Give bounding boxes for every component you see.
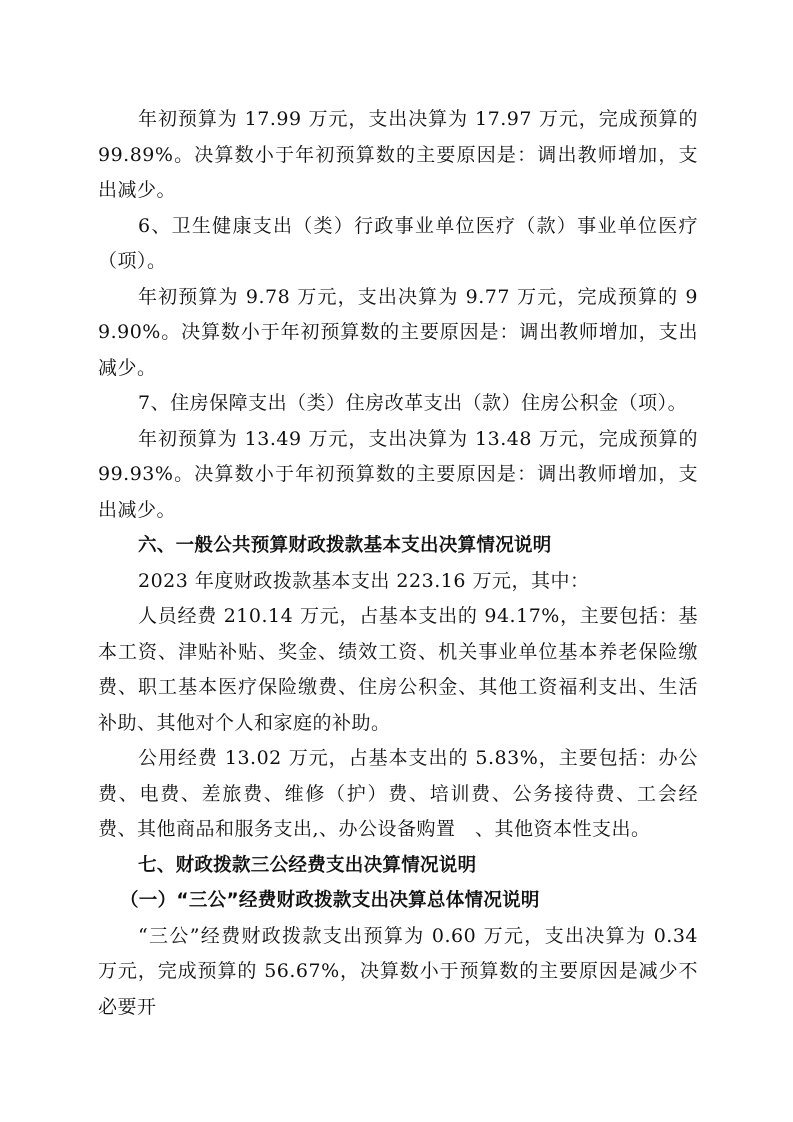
paragraph-personnel-expense: 人员经费 210.14 万元，占基本支出的 94.17%，主要包括：基本工资、津贴补贴、奖金、绩效工资、机关事业单位基本养老保险缴费、职工基本医疗保险缴费、住房公积金、其他工资福利支出、生活补助、其他对个人和家庭的补助。 [98, 605, 698, 734]
section-heading-6: 六、一般公共预算财政拨款基本支出决算情况说明 [138, 535, 552, 556]
paragraph-public-expense: 公用经费 13.02 万元，占基本支出的 5.83%，主要包括：办公费、电费、差旅费、维修（护）费、培训费、公务接待费、工会经费、其他商品和服务支出,、办公设备购置 、其他资本性支出。 [98, 747, 698, 840]
paragraph-health-budget-1: 年初预算为 17.99 万元，支出决算为 17.97 万元，完成预算的 99.89%。决算数小于年初预算数的主要原因是：调出教师增加，支出减少。 [98, 108, 698, 201]
subsection-heading-1: （一）“三公”经费财政拨款支出决算总体情况说明 [120, 890, 540, 911]
paragraph-three-public-expense: “三公”经费财政拨款支出预算为 0.60 万元，支出决算为 0.34 万元，完成预算的 56.67%，决算数小于预算数的主要原因是减少不必要开 [98, 924, 698, 1018]
paragraph-item-7-title: 7、住房保障支出（类）住房改革支出（款）住房公积金（项）。 [138, 392, 688, 414]
paragraph-item-7-budget: 年初预算为 13.49 万元，支出决算为 13.48 万元，完成预算的 99.93%。决算数小于年初预算数的主要原因是：调出教师增加，支出减少。 [98, 427, 698, 521]
paragraph-item-6-budget: 年初预算为 9.78 万元，支出决算为 9.77 万元，完成预算的 99.90%。决算数小于年初预算数的主要原因是：调出教师增加，支出减少。 [98, 285, 698, 379]
document-body [98, 102, 698, 1025]
section-heading-7: 七、财政拨款三公经费支出决算情况说明 [138, 854, 477, 876]
paragraph-item-6-title: 6、卫生健康支出（类）行政事业单位医疗（款）事业单位医疗（项）。 [98, 214, 698, 272]
paragraph-basic-expense-total: 2023 年度财政拨款基本支出 223.16 万元，其中： [138, 569, 590, 592]
